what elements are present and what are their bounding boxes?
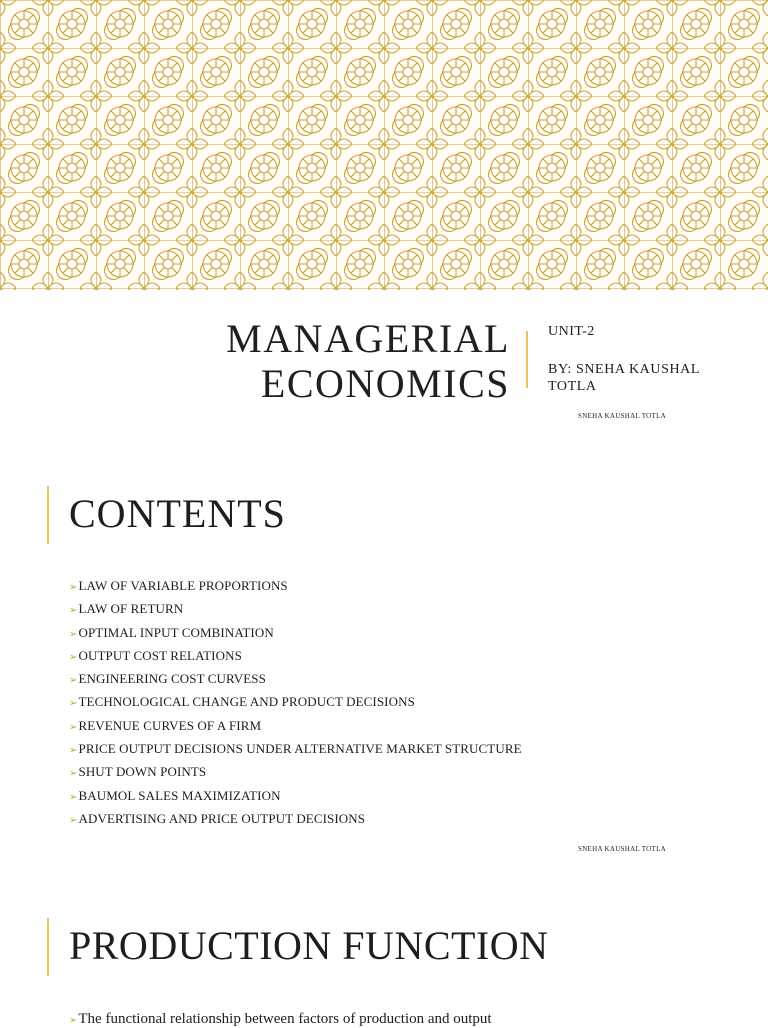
slide2-footer: SNEHA KAUSHAL TOTLA: [578, 845, 667, 853]
list-item: ➢REVENUE CURVES OF A FIRM: [69, 717, 262, 733]
list-item: ➢LAW OF RETURN: [69, 601, 184, 617]
list-item: ➢OPTIMAL INPUT COMBINATION: [69, 624, 274, 640]
production-bullet: ➢The functional relationship between factors of production and output: [69, 1011, 492, 1027]
title-line-2: ECONOMICS: [260, 361, 510, 406]
arrow-bullet-icon: ➢: [69, 698, 78, 710]
title-line-1: MANAGERIAL: [226, 316, 510, 361]
author-byline: BY: SNEHA KAUSHAL TOTLA: [548, 362, 700, 394]
list-item: ➢OUTPUT COST RELATIONS: [69, 647, 242, 663]
contents-heading: CONTENTS: [69, 491, 286, 536]
arrow-bullet-icon: ➢: [69, 745, 78, 757]
unit-label: UNIT-2: [548, 324, 595, 339]
list-item: ➢PRICE OUTPUT DECISIONS UNDER ALTERNATIVE MARKET STRUCTURE: [69, 741, 522, 757]
contents-accent-rule: [47, 486, 49, 544]
presentation-title: [226, 316, 510, 406]
slide1-footer: SNEHA KAUSHAL TOTLA: [578, 412, 667, 420]
list-item: ➢ADVERTISING AND PRICE OUTPUT DECISIONS: [69, 810, 366, 826]
title-divider: [526, 331, 528, 388]
arrow-bullet-icon: ➢: [69, 1015, 78, 1026]
arrow-bullet-icon: ➢: [69, 814, 78, 826]
arrow-bullet-icon: ➢: [69, 791, 78, 803]
arrow-bullet-icon: ➢: [69, 605, 78, 617]
production-accent-rule: [47, 918, 49, 976]
list-item: ➢SHUT DOWN POINTS: [69, 764, 207, 780]
list-item: ➢ENGINEERING COST CURVESS: [69, 671, 266, 687]
list-item: ➢TECHNOLOGICAL CHANGE AND PRODUCT DECISIONS: [69, 694, 415, 710]
arrow-bullet-icon: ➢: [69, 768, 78, 780]
list-item: ➢BAUMOL SALES MAXIMIZATION: [69, 787, 281, 803]
decorative-pattern-banner: [0, 0, 768, 290]
arrow-bullet-icon: ➢: [69, 651, 78, 663]
arrow-bullet-icon: ➢: [69, 628, 78, 640]
arrow-bullet-icon: ➢: [69, 721, 78, 733]
arrow-bullet-icon: ➢: [69, 582, 78, 593]
production-heading: PRODUCTION FUNCTION: [69, 923, 549, 968]
list-item: ➢LAW OF VARIABLE PROPORTIONS: [69, 578, 288, 593]
arrow-bullet-icon: ➢: [69, 675, 78, 687]
contents-list: [69, 577, 522, 833]
